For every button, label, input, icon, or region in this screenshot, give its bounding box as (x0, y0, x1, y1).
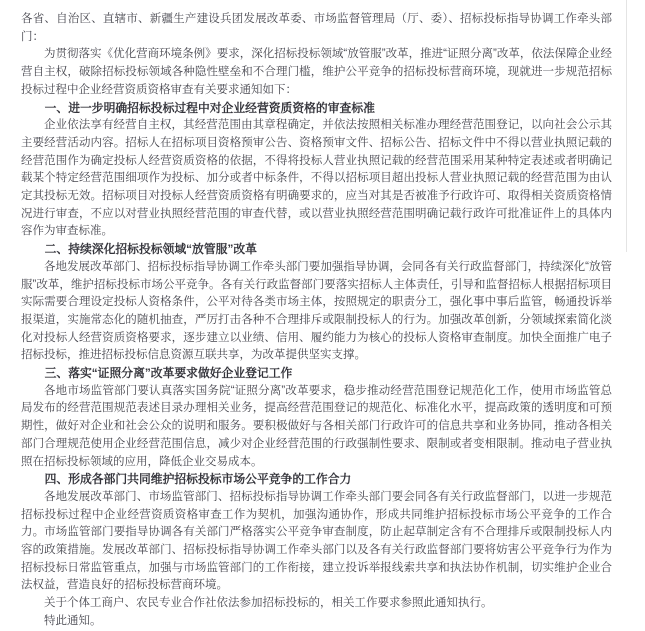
section-2-heading: 二、持续深化招标投标领域“放管服”改革 (44, 242, 257, 257)
right-edge-divider (626, 0, 627, 252)
recipient-line: 各省、自治区、直辖市、新疆生产建设兵团发展改革委、市场监督管理局（厅、委）、招标投标指导协调工作牵头部门： (21, 13, 612, 43)
closing-paragraph: 特此通知。 (44, 614, 102, 627)
intro-paragraph: 为贯彻落实《优化营商环境条例》要求，深化招标投标领域“放管服”改革，推进“证照分离”改革，依法保障企业经营自主权，破除招标投标领域各种隐性壁垒和不合理门槛，维护公平竞争的招标投标营商环境，现就进一步规范招标投标过程中企业经营资质资格审查有关要求通知如下： (21, 48, 612, 96)
section-4-heading: 四、形成各部门共同维护招标投标市场公平竞争的工作合力 (44, 472, 352, 487)
section-1-paragraph: 企业依法享有经营自主权，其经营范围由其章程确定，并依法按照相关标准办理经营范围登记，以向社会公示其主要经营活动内容。招标人在招标项目资格预审公告、资格预审文件、招标公告、招标文件中不得以营业执照记载的经营范围作为确定投标人经营资质资格的依据，不得将投标人营业执照记载的经营范围采用某种特定表述或者明确记载某个特定经营范围细项作为投标、加分或者中标条件，不得以招标项目超出投标人营业执照记载的经营范围为由认定其投标无效。招标项目对投标人经营资质资格有明确要求的，应当对其是否被准予行政许可、取得相关资质资格情况进行审查，不应以对营业执照经营范围的审查代替，或以营业执照经营范围明确记载行政许可批准证件上的具体内容作为审查标准。 (21, 119, 612, 238)
section-2-paragraph: 各地发展改革部门、招标投标指导协调工作牵头部门要加强指导协调，会同各有关行政监督部门，持续深化“放管服”改革，维护招标投标市场公平竞争。各有关行政监督部门要落实招标人主体责任，引导和监督招标人根据招标项目实际需要合理设定投标人资格条件，公平对待各类市场主体，按照规定的职责分工，强化事中事后监管，畅通投诉举报渠道，实施常态化的随机抽查，严厉打击各种不合理排斥或限制投标人的行为。加强改革创新，分领域探索简化淡化对投标人经营资质资格要求，逐步建立以业绩、信用、履约能力为核心的投标人资格审查制度。加快全面推广电子招标投标，推进招标投标信息资源互联共享，为改革提供坚实支撑。 (21, 260, 612, 362)
section-3-heading: 三、落实“证照分离”改革要求做好企业登记工作 (44, 366, 293, 381)
applicability-paragraph: 关于个体工商户、农民专业合作社依法参加招标投标的，相关工作要求参照此通知执行。 (44, 597, 493, 610)
section-3-paragraph: 各地市场监管部门要认真落实国务院“证照分离”改革要求，稳步推动经营范围登记规范化工作，使用市场监管总局发布的经营范围规范表述目录办理相关业务，提高经营范围登记的规范化、标准化水平，提高政策的透明度和可预期性，做好对企业和社会公众的说明和服务。要积极做好与各相关部门行政许可的信息共享和业务协同，推动各相关部门合理规范使用企业经营范围信息，减少对企业经营范围的行政强制性要求、限制或者变相限制。推动电子营业执照在招标投标领域的应用，降低企业交易成本。 (21, 384, 612, 468)
section-1-heading: 一、进一步明确招标投标过程中对企业经营资质资格的审查标准 (44, 100, 375, 115)
section-4-paragraph: 各地发展改革部门、市场监管部门、招标投标指导协调工作牵头部门要会同各有关行政监督部门，以进一步规范招标投标过程中企业经营资质资格审查工作为契机，加强沟通协作，形成共同维护招标投标市场公平竞争的工作合力。市场监管部门要指导协调各有关部门严格落实公平竞争审查制度，防止起草制定含有不合理排斥或限制投标人内容的政策措施。发展改革部门、招标投标指导协调工作牵头部门以及各有关行政监督部门要将妨害公平竞争行为作为招标投标日常监管重点，加强与市场监管部门的工作衔接，建立投诉举报线索共享和执法协作机制，切实维护企业合法权益，营造良好的招标投标营商环境。 (21, 490, 612, 592)
